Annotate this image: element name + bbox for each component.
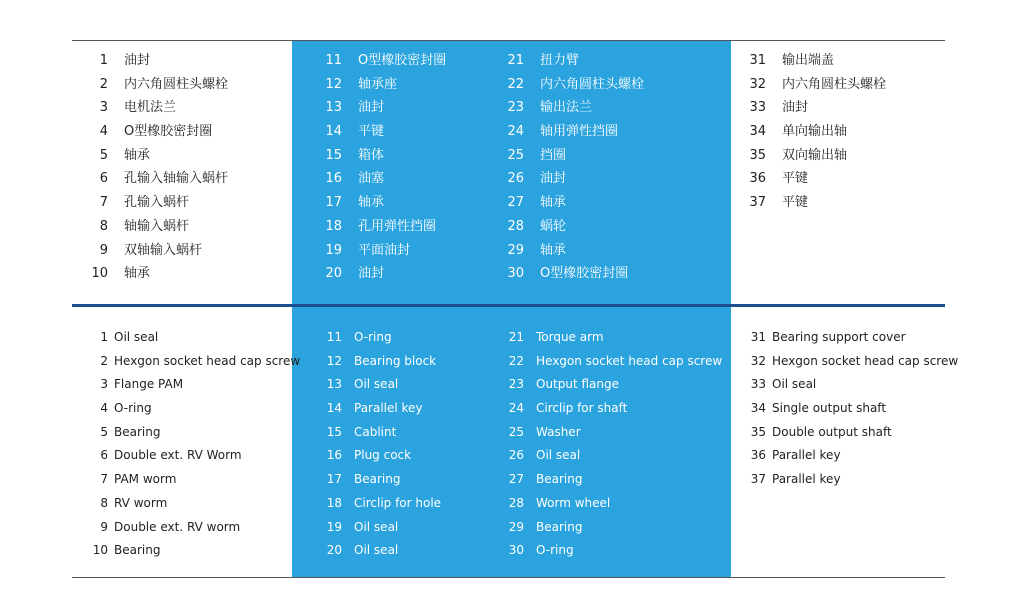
part-number: 27 xyxy=(508,472,524,487)
part-number: 28 xyxy=(508,495,524,510)
part-row xyxy=(306,468,486,492)
part-row xyxy=(730,373,945,397)
part-number: 27 xyxy=(507,195,524,211)
part-name: RV worm xyxy=(114,495,168,510)
part-name: 内六角圆柱头螺栓 xyxy=(782,76,887,92)
part-number: 30 xyxy=(507,266,524,282)
part-row xyxy=(306,444,486,468)
part-number: 14 xyxy=(326,401,342,416)
part-name: 轴输入蜗杆 xyxy=(124,218,190,234)
cn-column-4 xyxy=(730,49,940,215)
part-number: 10 xyxy=(92,543,108,558)
part-row xyxy=(306,73,496,97)
part-name: Oil seal xyxy=(354,519,399,534)
part-row xyxy=(306,167,496,191)
part-row xyxy=(306,326,486,350)
part-row xyxy=(730,96,940,120)
part-name: 轴用弹性挡圈 xyxy=(540,124,619,140)
part-number: 19 xyxy=(326,519,342,534)
part-row xyxy=(488,373,728,397)
part-name: 孔输入蜗杆 xyxy=(124,195,190,211)
part-name: Output flange xyxy=(536,377,620,392)
part-number: 25 xyxy=(508,424,524,439)
part-row xyxy=(306,539,486,563)
part-row xyxy=(306,215,496,239)
part-row xyxy=(488,120,718,144)
part-number: 24 xyxy=(507,124,524,140)
part-name: 油封 xyxy=(540,171,567,187)
part-number: 5 xyxy=(100,424,108,439)
part-name: 双向输出轴 xyxy=(782,147,848,163)
part-name: Double output shaft xyxy=(772,424,892,439)
part-number: 26 xyxy=(508,448,524,463)
part-name: Hexgon socket head cap screw xyxy=(772,353,959,368)
part-number: 7 xyxy=(100,472,108,487)
part-name: 轴承 xyxy=(124,266,151,282)
part-number: 9 xyxy=(99,242,108,258)
part-row xyxy=(306,49,496,73)
part-row xyxy=(306,239,496,263)
part-number: 1 xyxy=(100,330,108,344)
part-name: PAM worm xyxy=(114,472,177,487)
part-number: 1 xyxy=(99,53,108,68)
part-name: 双轴输入蜗杆 xyxy=(124,242,203,258)
part-row xyxy=(730,444,945,468)
part-number: 15 xyxy=(325,147,342,163)
part-number: 36 xyxy=(749,171,766,187)
part-name: 油封 xyxy=(358,266,385,282)
part-name: 输出端盖 xyxy=(782,53,835,68)
part-row xyxy=(488,215,718,239)
part-number: 37 xyxy=(749,195,766,211)
part-name: 箱体 xyxy=(358,147,385,163)
section-divider xyxy=(72,304,945,307)
part-name: 内六角圆柱头螺栓 xyxy=(124,76,229,92)
part-row xyxy=(730,326,945,350)
part-name: Worm wheel xyxy=(536,495,611,510)
part-name: 轴承 xyxy=(358,195,385,211)
part-number: 21 xyxy=(507,53,524,68)
part-number: 36 xyxy=(750,448,766,463)
cn-column-1 xyxy=(72,49,282,286)
part-name: 平键 xyxy=(782,195,809,211)
part-number: 3 xyxy=(100,377,108,392)
part-row xyxy=(306,144,496,168)
part-row xyxy=(72,468,290,492)
part-row xyxy=(488,49,718,73)
part-name: Bearing xyxy=(114,424,161,439)
cn-column-2 xyxy=(306,49,496,286)
part-number: 23 xyxy=(507,100,524,116)
part-name: O-ring xyxy=(114,401,152,416)
part-number: 23 xyxy=(508,377,524,392)
part-row xyxy=(72,397,290,421)
part-number: 17 xyxy=(325,195,342,211)
part-row xyxy=(730,120,940,144)
part-row xyxy=(72,444,290,468)
part-name: Single output shaft xyxy=(772,401,887,416)
part-number: 34 xyxy=(749,124,766,140)
part-name: Double ext. RV Worm xyxy=(114,448,242,463)
part-number: 15 xyxy=(326,424,342,439)
part-number: 20 xyxy=(325,266,342,282)
part-number: 21 xyxy=(508,330,524,344)
part-name: 轴承座 xyxy=(358,76,398,92)
part-number: 35 xyxy=(750,424,766,439)
part-number: 24 xyxy=(508,401,524,416)
part-number: 29 xyxy=(507,242,524,258)
part-row xyxy=(730,144,940,168)
part-row xyxy=(488,444,728,468)
part-row xyxy=(72,516,290,540)
part-name: Flange PAM xyxy=(114,377,184,392)
part-row xyxy=(306,373,486,397)
part-row xyxy=(72,144,282,168)
part-number: 20 xyxy=(326,543,342,558)
part-name: Parallel key xyxy=(772,472,841,487)
part-name: 挡圈 xyxy=(540,147,567,163)
part-row xyxy=(72,120,282,144)
part-row xyxy=(488,397,728,421)
part-name: Bearing xyxy=(536,472,583,487)
part-row xyxy=(488,96,718,120)
part-row xyxy=(488,167,718,191)
part-number: 33 xyxy=(749,100,766,116)
part-name: Plug cock xyxy=(354,448,412,463)
part-name: 平面油封 xyxy=(358,242,411,258)
part-name: 油封 xyxy=(124,53,151,68)
part-name: Bearing block xyxy=(354,353,437,368)
part-row xyxy=(488,239,718,263)
part-name: Torque arm xyxy=(536,330,604,344)
part-number: 31 xyxy=(749,53,766,68)
part-name: O型橡胶密封圈 xyxy=(124,124,213,140)
part-name: Oil seal xyxy=(354,377,399,392)
part-name: Oil seal xyxy=(114,330,159,344)
part-number: 12 xyxy=(325,76,342,92)
part-row xyxy=(72,492,290,516)
part-number: 26 xyxy=(507,171,524,187)
part-number: 34 xyxy=(750,401,766,416)
part-name: Parallel key xyxy=(354,401,423,416)
en-column-1 xyxy=(72,326,301,563)
part-row xyxy=(72,262,282,286)
part-name: Oil seal xyxy=(536,448,581,463)
part-number: 35 xyxy=(749,147,766,163)
part-name: Double ext. RV worm xyxy=(114,519,241,534)
part-number: 5 xyxy=(99,147,108,163)
part-number: 2 xyxy=(100,353,108,368)
part-row xyxy=(488,539,728,563)
part-name: O型橡胶密封圈 xyxy=(540,266,629,282)
part-name: Bearing xyxy=(354,472,401,487)
part-number: 22 xyxy=(508,353,524,368)
part-number: 18 xyxy=(326,495,342,510)
part-number: 18 xyxy=(325,218,342,234)
part-name: 输出法兰 xyxy=(540,100,593,116)
part-number: 14 xyxy=(325,124,342,140)
part-row xyxy=(306,397,486,421)
part-number: 29 xyxy=(508,519,524,534)
part-number: 16 xyxy=(325,171,342,187)
part-row xyxy=(72,191,282,215)
part-number: 4 xyxy=(99,124,108,140)
part-number: 32 xyxy=(749,76,766,92)
part-number: 8 xyxy=(99,218,108,234)
bottom-rule xyxy=(72,577,945,578)
part-number: 6 xyxy=(100,448,108,463)
part-number: 10 xyxy=(91,266,108,282)
part-number: 16 xyxy=(326,448,342,463)
part-number: 4 xyxy=(100,401,108,416)
part-name: 内六角圆柱头螺栓 xyxy=(540,76,645,92)
part-row xyxy=(72,96,282,120)
part-name: Bearing xyxy=(536,519,583,534)
part-number: 13 xyxy=(326,377,342,392)
part-number: 11 xyxy=(325,53,342,68)
part-name: 扭力臂 xyxy=(540,53,580,68)
part-name: Oil seal xyxy=(772,377,817,392)
part-row xyxy=(488,492,728,516)
part-row xyxy=(730,397,945,421)
part-number: 30 xyxy=(508,543,524,558)
part-row xyxy=(72,350,301,374)
part-row xyxy=(730,191,940,215)
part-name: Cablint xyxy=(354,424,397,439)
part-number: 32 xyxy=(750,353,766,368)
part-row xyxy=(488,73,718,97)
part-row xyxy=(306,421,486,445)
part-number: 2 xyxy=(99,76,108,92)
part-name: Parallel key xyxy=(772,448,841,463)
part-number: 22 xyxy=(507,76,524,92)
part-number: 12 xyxy=(326,353,342,368)
part-name: 孔用弹性挡圈 xyxy=(358,218,437,234)
part-row xyxy=(72,167,282,191)
part-row xyxy=(730,49,940,73)
part-number: 13 xyxy=(325,100,342,116)
part-name: O-ring xyxy=(354,330,392,344)
part-row xyxy=(306,492,486,516)
part-row xyxy=(306,120,496,144)
part-name: O-ring xyxy=(536,543,574,558)
part-name: Oil seal xyxy=(354,543,399,558)
part-number: 25 xyxy=(507,147,524,163)
part-row xyxy=(488,326,728,350)
part-row xyxy=(730,421,945,445)
part-name: O型橡胶密封圈 xyxy=(358,53,447,68)
parts-list-table xyxy=(72,40,959,578)
part-row xyxy=(488,144,718,168)
en-column-3 xyxy=(488,326,728,563)
part-name: Circlip for hole xyxy=(354,495,442,510)
part-name: 轴承 xyxy=(540,242,567,258)
part-number: 6 xyxy=(99,171,108,187)
part-name: 轴承 xyxy=(540,195,567,211)
part-number: 28 xyxy=(507,218,524,234)
part-name: 轴承 xyxy=(124,147,151,163)
part-name: 油封 xyxy=(358,100,385,116)
part-name: Bearing support cover xyxy=(772,330,906,344)
part-row xyxy=(306,516,486,540)
cn-column-3 xyxy=(488,49,718,286)
part-row xyxy=(72,215,282,239)
en-column-2 xyxy=(306,326,486,563)
part-row xyxy=(730,350,959,374)
part-row xyxy=(488,262,718,286)
part-row xyxy=(730,73,940,97)
part-row xyxy=(730,167,940,191)
part-row xyxy=(72,73,282,97)
part-number: 17 xyxy=(326,472,342,487)
part-number: 19 xyxy=(325,242,342,258)
part-row xyxy=(306,96,496,120)
part-name: Hexgon socket head cap screw xyxy=(536,353,723,368)
top-rule xyxy=(72,40,945,41)
part-number: 3 xyxy=(99,100,108,116)
part-row xyxy=(488,516,728,540)
part-row xyxy=(72,373,290,397)
part-name: 孔输入轴输入蜗杆 xyxy=(124,171,229,187)
part-name: 平键 xyxy=(782,171,809,187)
part-number: 9 xyxy=(100,519,108,534)
part-row xyxy=(306,262,496,286)
part-row xyxy=(488,421,728,445)
part-row xyxy=(488,350,728,374)
part-number: 7 xyxy=(99,195,108,211)
part-name: 油封 xyxy=(782,100,809,116)
part-number: 11 xyxy=(326,330,342,344)
part-row xyxy=(72,421,290,445)
part-name: 单向输出轴 xyxy=(782,124,848,140)
part-number: 8 xyxy=(100,495,108,510)
part-row xyxy=(72,539,290,563)
part-name: Circlip for shaft xyxy=(536,401,628,416)
part-number: 37 xyxy=(750,472,766,487)
part-row xyxy=(488,468,728,492)
part-name: 电机法兰 xyxy=(124,100,177,116)
part-number: 31 xyxy=(750,330,766,344)
part-row xyxy=(72,239,282,263)
part-name: 油塞 xyxy=(358,171,385,187)
part-name: Hexgon socket head cap screw xyxy=(114,353,301,368)
part-row xyxy=(72,49,282,73)
en-column-4 xyxy=(730,326,959,492)
part-name: 蜗轮 xyxy=(540,218,567,234)
part-name: 平键 xyxy=(358,124,385,140)
part-row xyxy=(488,191,718,215)
part-row xyxy=(72,326,290,350)
part-name: Washer xyxy=(536,424,581,439)
part-row xyxy=(730,468,945,492)
part-row xyxy=(306,191,496,215)
part-name: Bearing xyxy=(114,543,161,558)
part-row xyxy=(306,350,486,374)
part-number: 33 xyxy=(750,377,766,392)
